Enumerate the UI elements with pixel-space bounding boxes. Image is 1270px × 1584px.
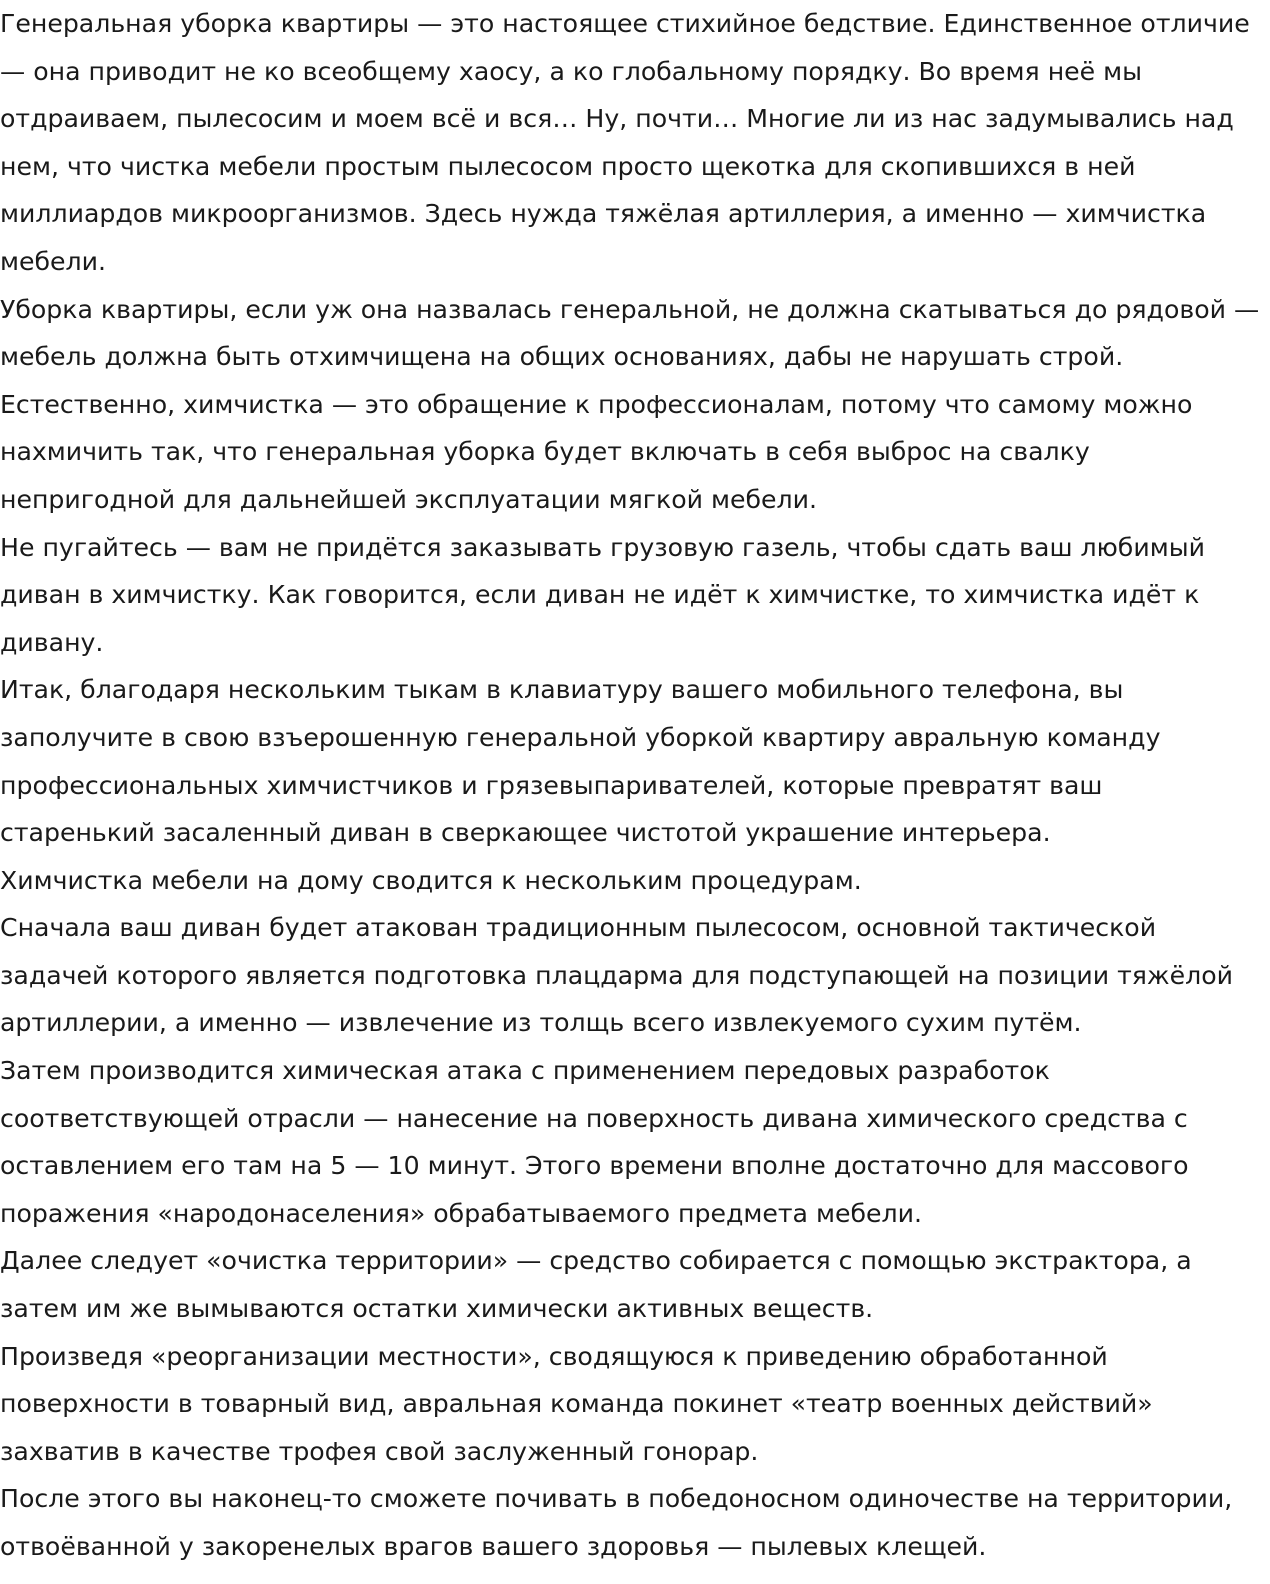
paragraph: Естественно, химчистка — это обращение к профессионалам, потому что самому можно нахмичить так, что генеральная уборка будет включать в себя выброс на свалку непригодной для дальнейшей эксплуатации мягкой мебели. xyxy=(0,389,1193,514)
paragraph: Уборка квартиры, если уж она назвалась генеральной, не должна скатываться до рядовой — мебель должна быть отхимчищена на общих основаниях, дабы не нарушать строй. xyxy=(0,294,1260,372)
paragraph: Далее следует «очистка территории» — средство собирается с помощью экстрактора, а затем им же вымываются остатки химически активных веществ. xyxy=(0,1246,1192,1324)
paragraph: Затем производится химическая атака с применением передовых разработок соответствующей отрасли — нанесение на поверхность дивана химического средства с оставлением его там на 5 — 10 минут. Этого времени вполне достаточно для массового поражения «народонаселения» обрабатываемого предмета мебели. xyxy=(0,1056,1189,1228)
paragraph: После этого вы наконец-то сможете почивать в победоносном одиночестве на территории, отвоёванной у закоренелых врагов вашего здоровья — пылевых клещей. xyxy=(0,1484,1233,1561)
paragraph: Не пугайтесь — вам не придётся заказывать грузовую газель, чтобы сдать ваш любимый диван в химчистку. Как говорится, если диван не идёт к химчистке, то химчистка идёт к дивану. xyxy=(0,532,1205,657)
paragraph: Произведя «реорганизации местности», сводящуюся к приведению обработанной поверхности в товарный вид, авральная команда покинет «театр военных действий» захватив в качестве трофея свой заслуженный гонорар. xyxy=(0,1341,1153,1466)
paragraph: Генеральная уборка квартиры — это настоящее стихийное бедствие. Единственное отличие — она приводит не ко всеобщему хаосу, а ко глобальному порядку. Во время неё мы отдраиваем, пылесосим и моем всё и вся… Ну, почти… Многие ли из нас задумывались над нем, что чистка мебели простым пылесосом просто щекотка для скопившихся в ней миллиардов микроорганизмов. Здесь нужда тяжёлая артиллерия, а именно — химчистка мебели. xyxy=(0,9,1250,276)
paragraph: Сначала ваш диван будет атакован традиционным пылесосом, основной тактической задачей которого является подготовка плацдарма для подступающей на позиции тяжёлой артиллерии, а именно — извлечение из толщь всего извлекуемого сухим путём. xyxy=(0,913,1233,1038)
paragraph: Итак, благодаря нескольким тыкам в клавиатуру вашего мобильного телефона, вы заполучите в свою взъерошенную генеральной уборкой квартиру авральную команду профессиональных химчистчиков и грязевыпаривателей, которые превратят ваш старенький засаленный диван в сверкающее чистотой украшение интерьера. xyxy=(0,675,1161,848)
paragraph: Химчистка мебели на дому сводится к нескольким процедурам. xyxy=(0,865,862,895)
